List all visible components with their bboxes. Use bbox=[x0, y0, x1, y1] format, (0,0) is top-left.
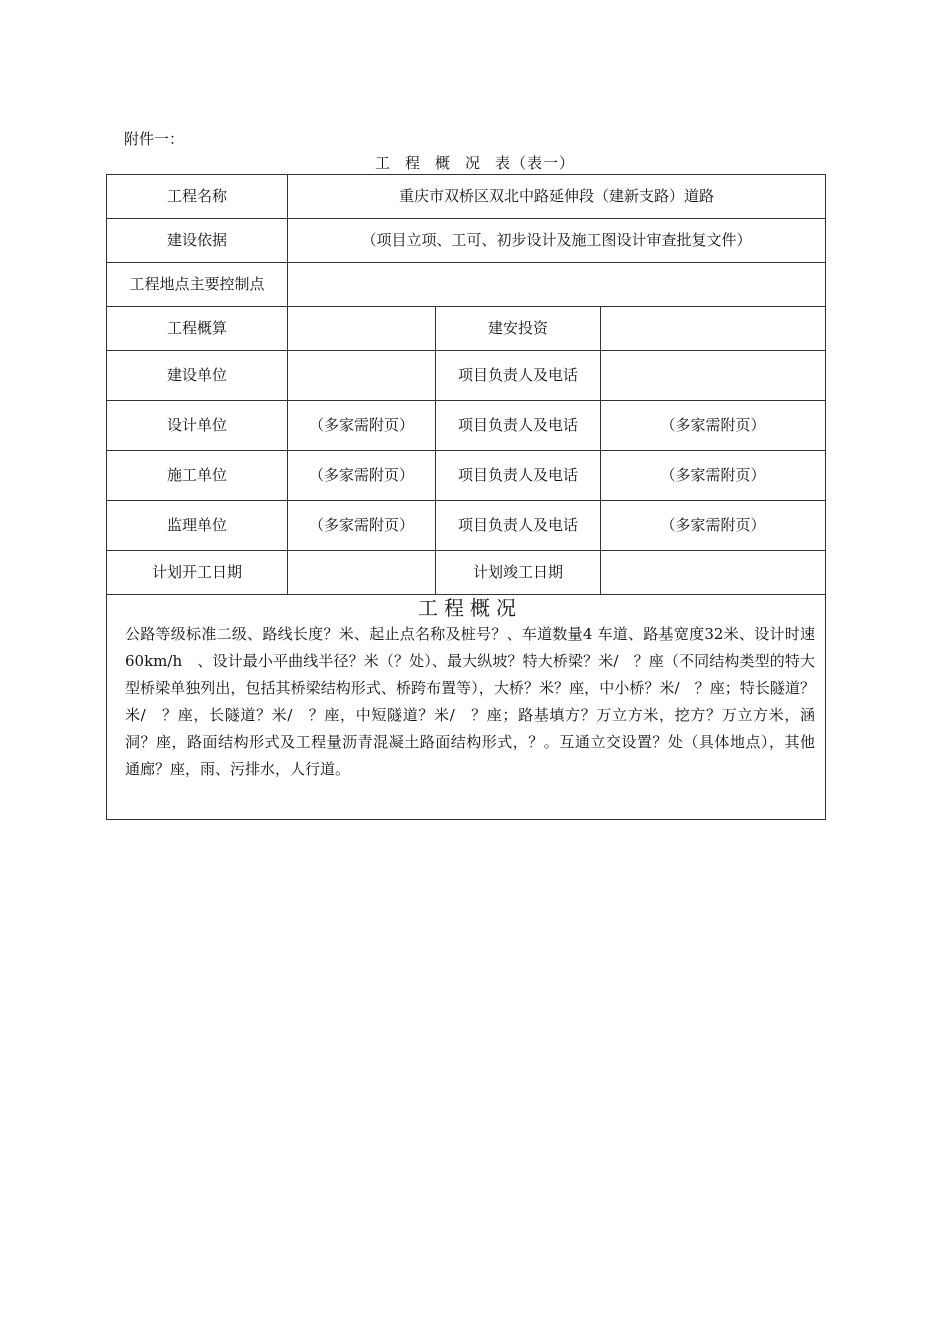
supervisor-label: 监理单位 bbox=[107, 501, 288, 551]
table-row bbox=[107, 219, 826, 263]
attachment-label: 附件一： bbox=[124, 130, 185, 148]
project-name-label: 工程名称 bbox=[107, 175, 288, 219]
overview-text: 公路等级标准二级、路线长度？米、起止点名称及桩号？、车道数量4 车道、路基宽度32米、设计时速60km/h 、设计最小平曲线半径？米（？处）、最大纵坡？特大桥梁？米/ ？座（不同结构类型的特大型桥梁单独列出，包括其桥梁结构形式、桥跨布置等），大桥？米？座，中小桥？米/ ？座；特长隧道？米/ ？座，长隧道？米/ ？座，中短隧道？米/ ？座；路基填方？万立方米，挖方？万立方米，涵洞？座，路面结构形式及工程量沥青混凝土路面结构形式，？。互通立交设置？处（具体地点），其他 通廊？座，雨、污排水，人行道。 bbox=[125, 625, 831, 778]
control-points-value[interactable] bbox=[288, 263, 826, 307]
overview-section bbox=[107, 595, 831, 820]
budget-value[interactable] bbox=[288, 307, 436, 351]
designer-label: 设计单位 bbox=[107, 401, 288, 451]
basis-value: （项目立项、工可、初步设计及施工图设计审查批复文件） bbox=[288, 219, 826, 263]
title-word: 表（表一） bbox=[495, 154, 576, 172]
start-date-value[interactable] bbox=[288, 551, 436, 595]
project-overview-table bbox=[106, 174, 831, 820]
builder-value: （多家需附页） bbox=[288, 451, 436, 501]
title-word: 概 bbox=[434, 154, 451, 172]
investment-value[interactable] bbox=[601, 307, 826, 351]
title-word: 程 bbox=[404, 154, 421, 172]
overview-title: 工程概况 bbox=[418, 596, 522, 620]
builder-label: 施工单位 bbox=[107, 451, 288, 501]
designer-contact-label: 项目负责人及电话 bbox=[436, 401, 601, 451]
supervisor-contact-value: （多家需附页） bbox=[601, 501, 826, 551]
designer-contact-value: （多家需附页） bbox=[601, 401, 826, 451]
supervisor-contact-label: 项目负责人及电话 bbox=[436, 501, 601, 551]
table-row bbox=[107, 595, 826, 820]
owner-value[interactable] bbox=[288, 351, 436, 401]
table-row bbox=[107, 175, 826, 219]
builder-contact-value: （多家需附页） bbox=[601, 451, 826, 501]
owner-label: 建设单位 bbox=[107, 351, 288, 401]
control-points-label: 工程地点主要控制点 bbox=[107, 263, 288, 307]
table-row bbox=[107, 351, 826, 401]
table-row bbox=[107, 451, 826, 501]
investment-label: 建安投资 bbox=[436, 307, 601, 351]
table-row bbox=[107, 501, 826, 551]
table-row bbox=[107, 263, 826, 307]
document-title bbox=[0, 152, 950, 173]
end-date-label: 计划竣工日期 bbox=[436, 551, 601, 595]
table-row bbox=[107, 401, 826, 451]
builder-contact-label: 项目负责人及电话 bbox=[436, 451, 601, 501]
start-date-label: 计划开工日期 bbox=[107, 551, 288, 595]
project-name-value: 重庆市双桥区双北中路延伸段（建新支路）道路 bbox=[288, 175, 826, 219]
title-word: 况 bbox=[465, 154, 482, 172]
supervisor-value: （多家需附页） bbox=[288, 501, 436, 551]
designer-value: （多家需附页） bbox=[288, 401, 436, 451]
basis-label: 建设依据 bbox=[107, 219, 288, 263]
owner-contact-value[interactable] bbox=[601, 351, 826, 401]
budget-label: 工程概算 bbox=[107, 307, 288, 351]
title-word: 工 bbox=[374, 154, 391, 172]
owner-contact-label: 项目负责人及电话 bbox=[436, 351, 601, 401]
table-row bbox=[107, 307, 826, 351]
table-row bbox=[107, 551, 826, 595]
end-date-value[interactable] bbox=[601, 551, 826, 595]
